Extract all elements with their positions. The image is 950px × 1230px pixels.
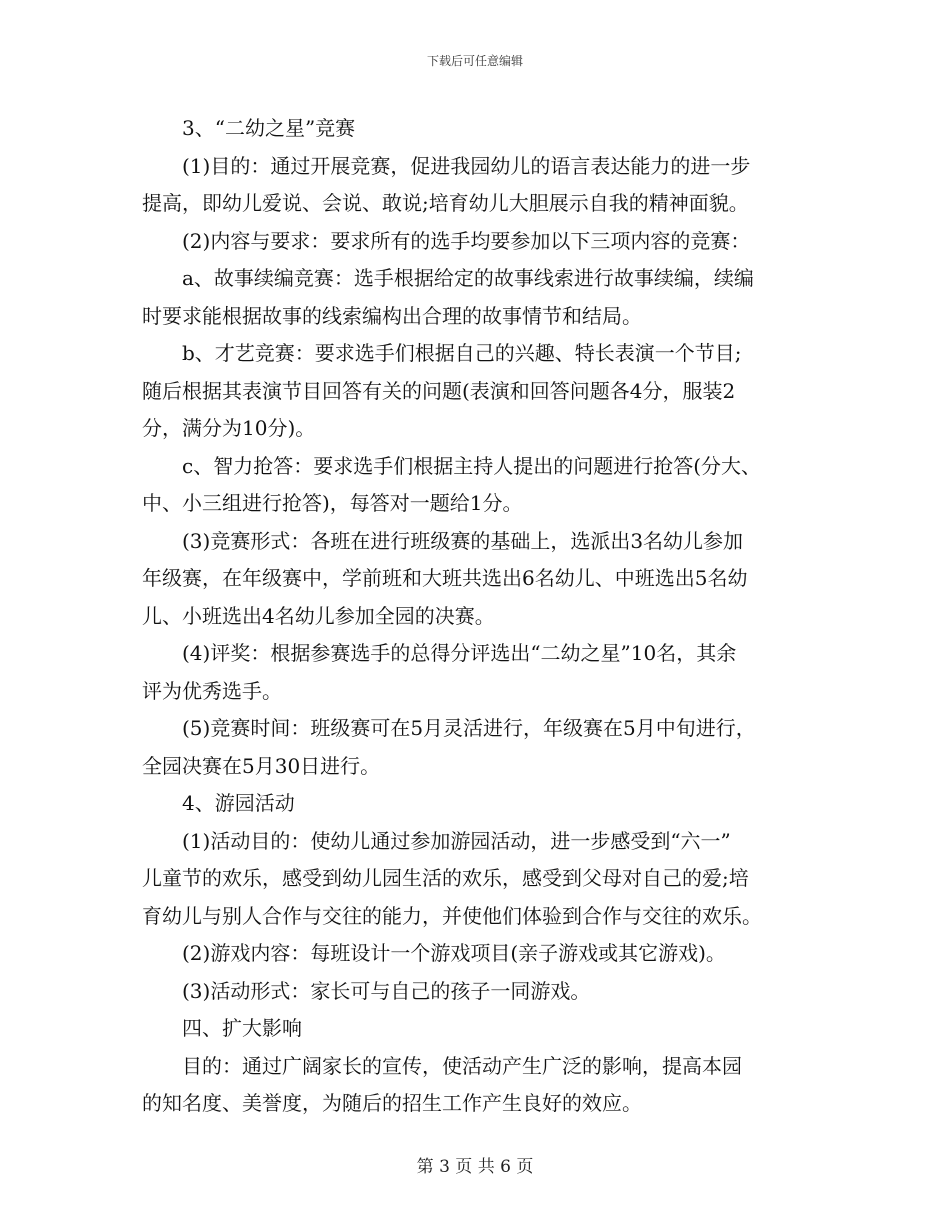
section-heading-competition: 3、“二幼之星”竞赛 xyxy=(182,116,356,140)
paragraph-line: 提高，即幼儿爱说、会说、敢说;培育幼儿大胆展示自我的精神面貌。 xyxy=(142,191,749,215)
paragraph-line: 儿、小班选出4名幼儿参加全园的决赛。 xyxy=(142,603,495,628)
paragraph-line: (2)游戏内容：每班设计一个游戏项目(亲子游戏或其它游戏)。 xyxy=(182,941,726,965)
section-heading-garden-activity: 4、游园活动 xyxy=(182,791,295,815)
paragraph-line: 年级赛，在年级赛中，学前班和大班共选出6名幼儿、中班选出5名幼 xyxy=(142,566,748,590)
paragraph-line: 评为优秀选手。 xyxy=(142,678,282,703)
paragraph-line: (5)竞赛时间：班级赛可在5月灵活进行，年级赛在5月中旬进行， xyxy=(182,716,756,740)
paragraph-line: a、故事续编竞赛：选手根据给定的故事线索进行故事续编，续编 xyxy=(182,266,754,290)
paragraph-line: c、智力抢答：要求选手们根据主持人提出的问题进行抢答(分大、 xyxy=(182,453,762,478)
paragraph-line: 随后根据其表演节目回答有关的问题(表演和回答问题各4分，服装2 xyxy=(142,378,736,403)
paragraph-line: (3)竞赛形式：各班在进行班级赛的基础上，选派出3名幼儿参加 xyxy=(182,528,744,553)
paragraph-line: (2)内容与要求：要求所有的选手均要参加以下三项内容的竞赛： xyxy=(182,228,751,253)
paragraph-line: 全园决赛在5月30日进行。 xyxy=(142,753,381,778)
paragraph-line: 育幼儿与别人合作与交往的能力，并使他们体验到合作与交往的欢乐。 xyxy=(142,903,762,928)
paragraph-line: 目的：通过广阔家长的宣传，使活动产生广泛的影响，提高本园 xyxy=(182,1053,742,1078)
document-body xyxy=(142,110,814,1123)
paragraph-line: 时要求能根据故事的线索编构出合理的故事情节和结局。 xyxy=(142,303,642,328)
paragraph-line: 的知名度、美誉度，为随后的招生工作产生良好的效应。 xyxy=(142,1091,642,1115)
page-number-footer: 第 3 页 共 6 页 xyxy=(416,1157,534,1177)
paragraph-line: 分，满分为10分)。 xyxy=(142,416,316,440)
paragraph-line: b、才艺竞赛：要求选手们根据自己的兴趣、特长表演一个节目; xyxy=(182,341,742,365)
page-header: 下载后可任意编辑 xyxy=(426,54,523,68)
paragraph-line: (4)评奖：根据参赛选手的总得分评选出“二幼之星”10名，其余 xyxy=(182,641,737,665)
paragraph-line: 中、小三组进行抢答)，每答对一题给1分。 xyxy=(142,491,523,515)
section-heading-expand-influence: 四、扩大影响 xyxy=(182,1016,302,1040)
paragraph-line: (1)活动目的：使幼儿通过参加游园活动，进一步感受到“六一” xyxy=(182,828,731,853)
paragraph-line: 儿童节的欢乐，感受到幼儿园生活的欢乐，感受到父母对自己的爱;培 xyxy=(142,866,749,890)
paragraph-line: (3)活动形式：家长可与自己的孩子一同游戏。 xyxy=(182,978,591,1003)
paragraph-line: (1)目的：通过开展竞赛，促进我园幼儿的语言表达能力的进一步 xyxy=(182,153,751,178)
